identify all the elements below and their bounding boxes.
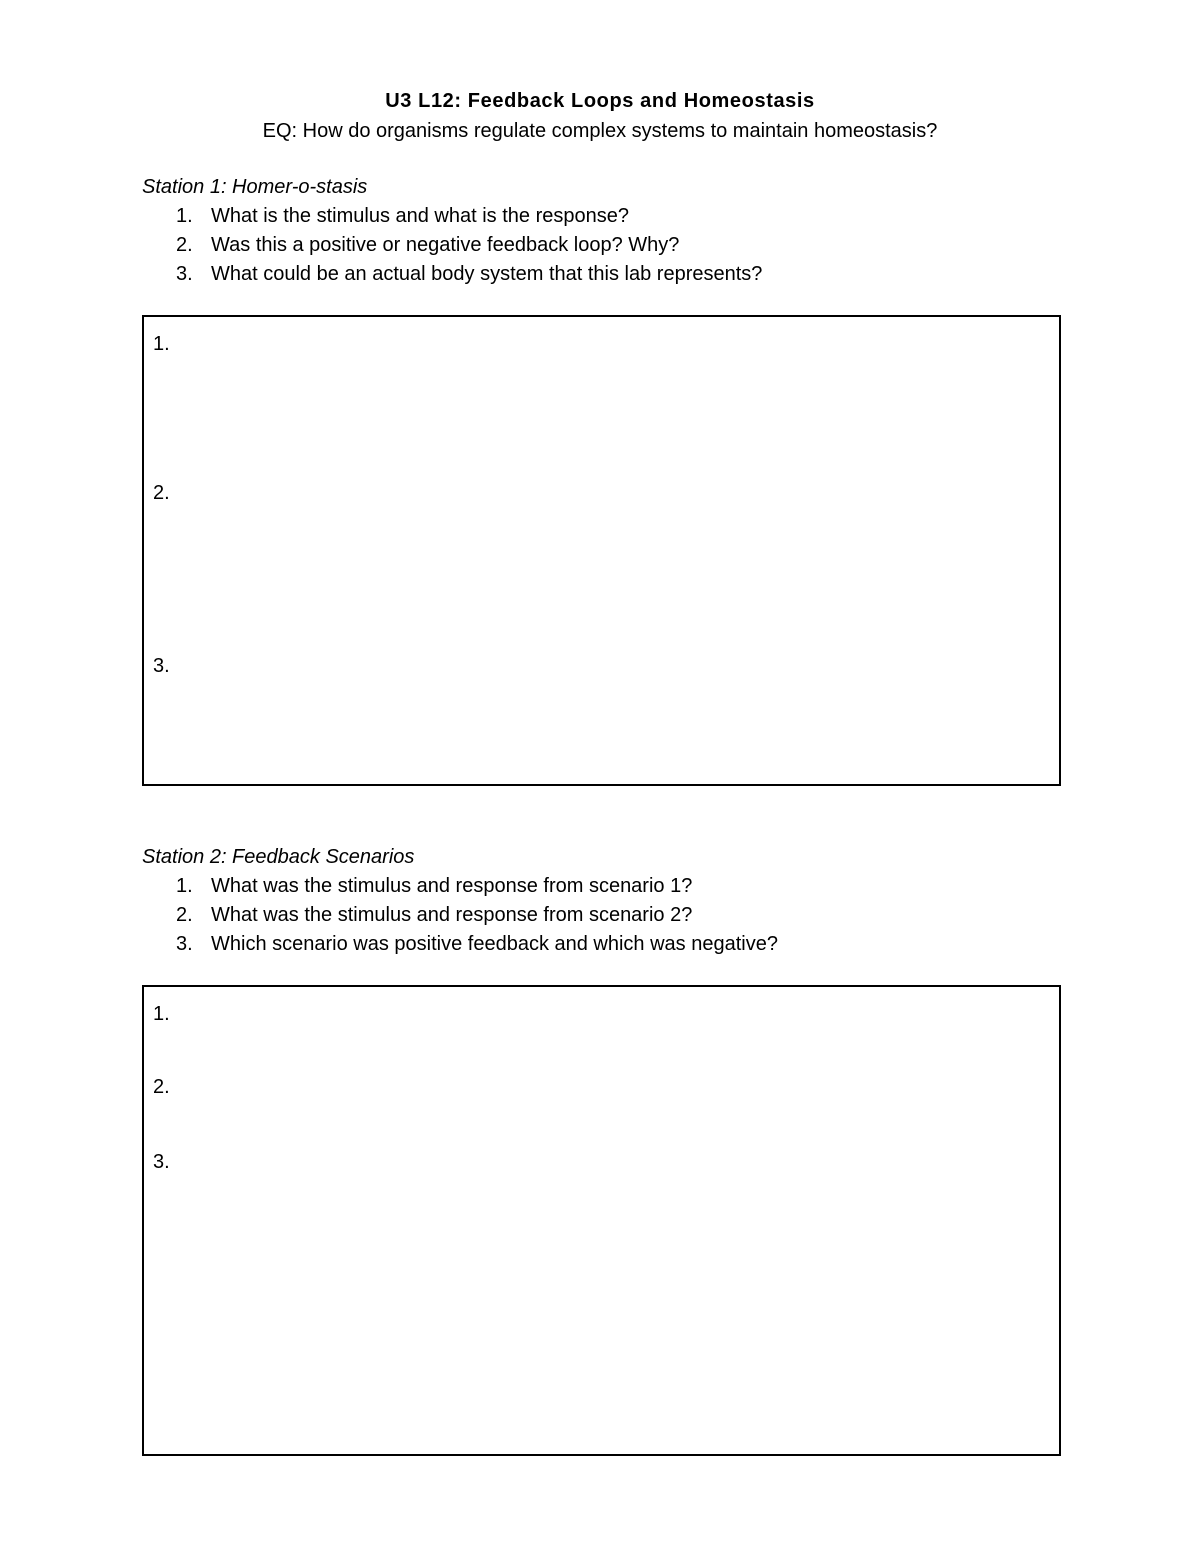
question-text: What was the stimulus and response from scenario 1? <box>211 875 693 897</box>
station-2-answer-box[interactable] <box>142 985 1061 1456</box>
question-number: 3. <box>176 933 193 955</box>
answer-label-1: 1. <box>153 333 170 355</box>
question-number: 1. <box>176 205 193 227</box>
question-number: 3. <box>176 263 193 285</box>
answer-label-2: 2. <box>153 482 170 504</box>
question-text: What could be an actual body system that this lab represents? <box>211 263 763 285</box>
answer-label-2: 2. <box>153 1076 170 1098</box>
question-number: 1. <box>176 875 193 897</box>
station-1-answer-box[interactable] <box>142 315 1061 786</box>
document-title: U3 L12: Feedback Loops and Homeostasis <box>385 90 815 112</box>
question-text: Was this a positive or negative feedback loop? Why? <box>211 234 680 256</box>
station-2-heading: Station 2: Feedback Scenarios <box>142 846 415 868</box>
question-number: 2. <box>176 234 193 256</box>
question-text: Which scenario was positive feedback and which was negative? <box>211 933 778 955</box>
answer-label-3: 3. <box>153 1151 170 1173</box>
answer-label-1: 1. <box>153 1003 170 1025</box>
answer-label-3: 3. <box>153 655 170 677</box>
question-text: What was the stimulus and response from scenario 2? <box>211 904 693 926</box>
question-number: 2. <box>176 904 193 926</box>
essential-question: EQ: How do organisms regulate complex systems to maintain homeostasis? <box>262 120 938 142</box>
question-text: What is the stimulus and what is the response? <box>211 205 629 227</box>
station-1-heading: Station 1: Homer-o-stasis <box>142 176 368 198</box>
